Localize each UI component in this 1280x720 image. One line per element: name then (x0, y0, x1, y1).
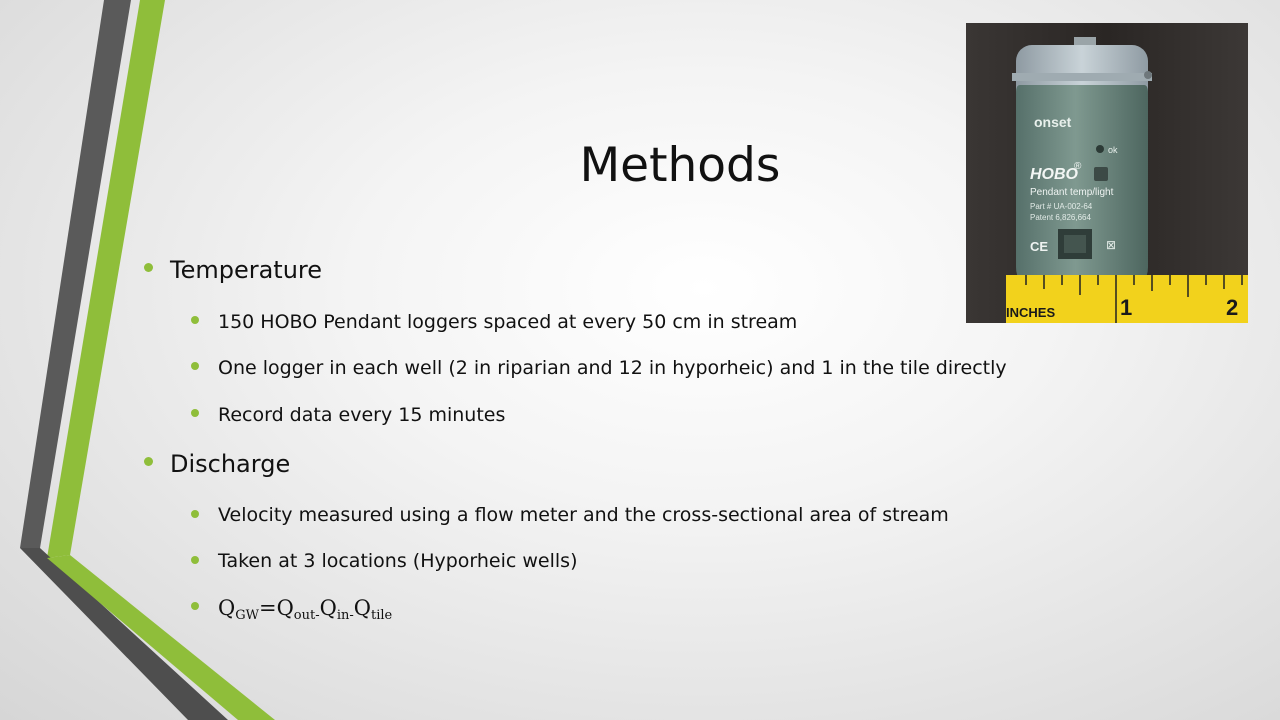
ruler-mark-2: 2 (1226, 295, 1239, 320)
formula-sub-out-text: out (293, 608, 316, 623)
formula-minus: - (315, 608, 320, 623)
list-item: 150 HOBO Pendant loggers spaced at every 50 cm in stream (218, 311, 798, 333)
slide-title: Methods (579, 138, 781, 193)
device-model: Pendant temp/light (1030, 187, 1114, 198)
ruler-mark-1: 1 (1120, 295, 1133, 320)
device-part: Part # UA-002-64 (1030, 202, 1093, 211)
list-item: Record data every 15 minutes (218, 404, 506, 426)
ruler-label: INCHES (1006, 305, 1056, 320)
formula-minus: - (349, 608, 354, 623)
formula-q: Q (319, 596, 337, 620)
formula-sub-tile: tile (371, 608, 393, 623)
device-patent: Patent 6,826,664 (1030, 213, 1091, 222)
formula-q: Q (276, 596, 294, 620)
formula-equals: = (258, 596, 277, 620)
device-ok-label: ok (1108, 145, 1118, 155)
device-reg: ® (1074, 161, 1082, 172)
hobo-logger-photo (966, 23, 1248, 323)
recycle-bin-icon: ⊠ (1106, 238, 1117, 252)
formula-sub-in-text: in (336, 608, 350, 623)
formula-sub-in (337, 608, 354, 623)
section-temperature: Temperature (170, 256, 323, 284)
formula-q: Q (353, 596, 372, 620)
device-product: HOBO (1030, 166, 1078, 183)
device-brand: onset (1034, 114, 1072, 130)
ce-mark: CE (1030, 239, 1049, 254)
section-discharge: Discharge (170, 450, 291, 478)
list-item: One logger in each well (2 in riparian and 12 in hyporheic) and 1 in the tile directly (218, 357, 1007, 379)
decorative-stripes (0, 0, 300, 720)
formula-q: Q (218, 596, 236, 620)
formula-sub-gw: GW (235, 608, 259, 623)
list-item: Taken at 3 locations (Hyporheic wells) (218, 550, 578, 572)
list-item: Velocity measured using a flow meter and the cross-sectional area of stream (218, 504, 949, 526)
